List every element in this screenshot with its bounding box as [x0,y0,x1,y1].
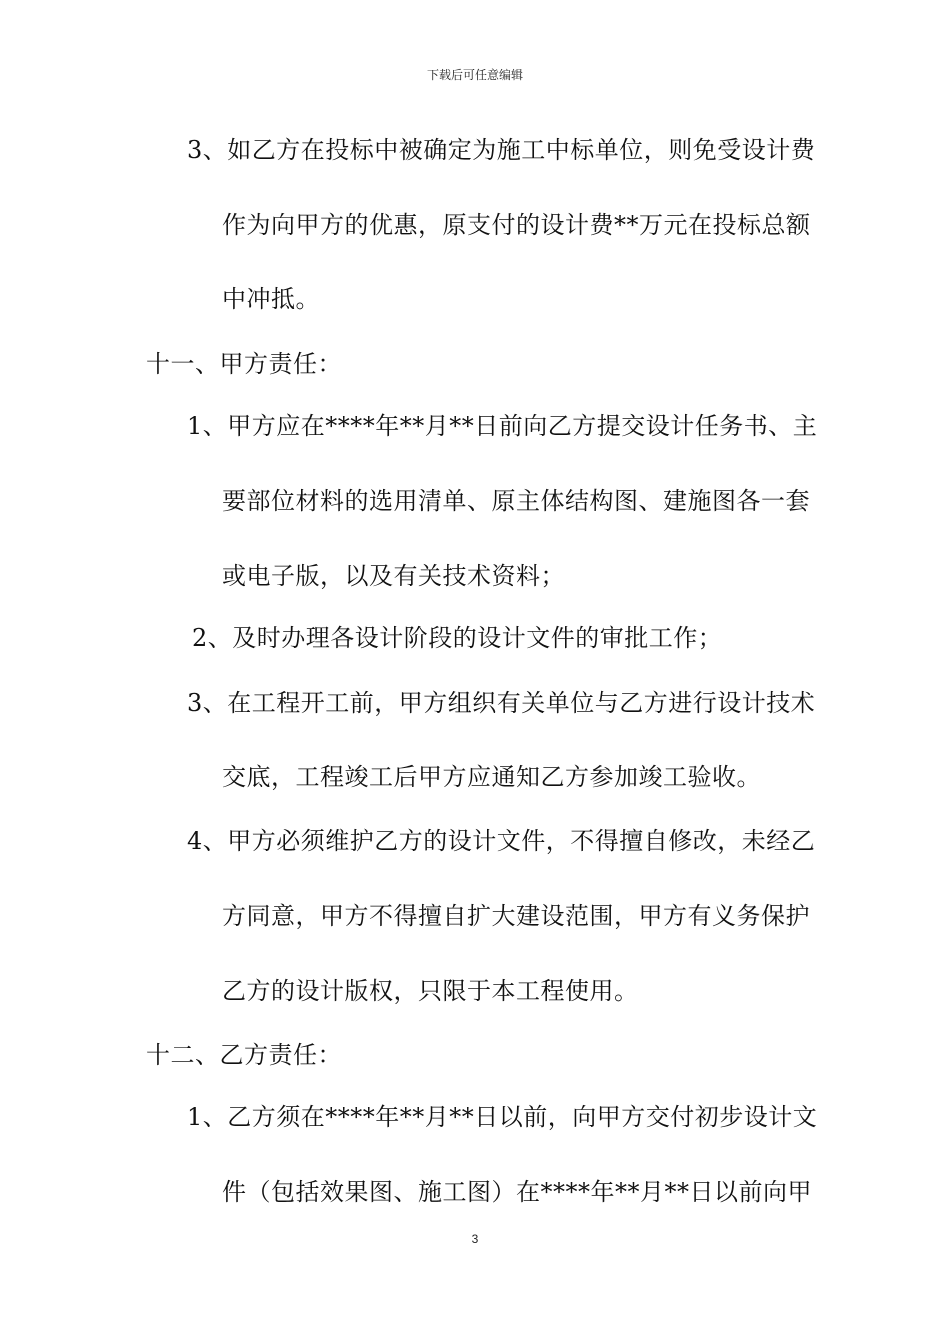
paragraph-line: 作为向甲方的优惠，原支付的设计费**万元在投标总额 [222,211,811,239]
paragraph-line: 或电子版，以及有关技术资料； [222,562,565,590]
paragraph-line: 件（包括效果图、施工图）在****年**月**日以前向甲 [222,1178,812,1206]
paragraph-line: 中冲抵。 [222,285,320,313]
page-header: 下载后可任意编辑 [426,68,523,82]
paragraph-line: 要部位材料的选用清单、原主体结构图、建施图各一套 [222,487,810,515]
paragraph-line: 1、乙方须在****年**月**日以前，向甲方交付初步设计文 [187,1103,818,1131]
paragraph-line: 1、甲方应在****年**月**日前向乙方提交设计任务书、主 [187,412,818,440]
paragraph-line: 2、及时办理各设计阶段的设计文件的审批工作； [192,624,723,652]
paragraph-line: 交底，工程竣工后甲方应通知乙方参加竣工验收。 [222,763,761,791]
paragraph-line: 乙方的设计版权，只限于本工程使用。 [222,977,639,1005]
section-heading: 十一、甲方责任： [146,350,342,378]
page-number: 3 [471,1232,479,1246]
paragraph-line: 方同意，甲方不得擅自扩大建设范围，甲方有义务保护 [222,902,810,930]
paragraph-line: 4、甲方必须维护乙方的设计文件，不得擅自修改，未经乙 [187,827,816,855]
paragraph-line: 3、在工程开工前，甲方组织有关单位与乙方进行设计技术 [187,689,816,717]
section-heading: 十二、乙方责任： [146,1041,342,1069]
paragraph-line: 3、如乙方在投标中被确定为施工中标单位，则免受设计费 [187,136,816,164]
